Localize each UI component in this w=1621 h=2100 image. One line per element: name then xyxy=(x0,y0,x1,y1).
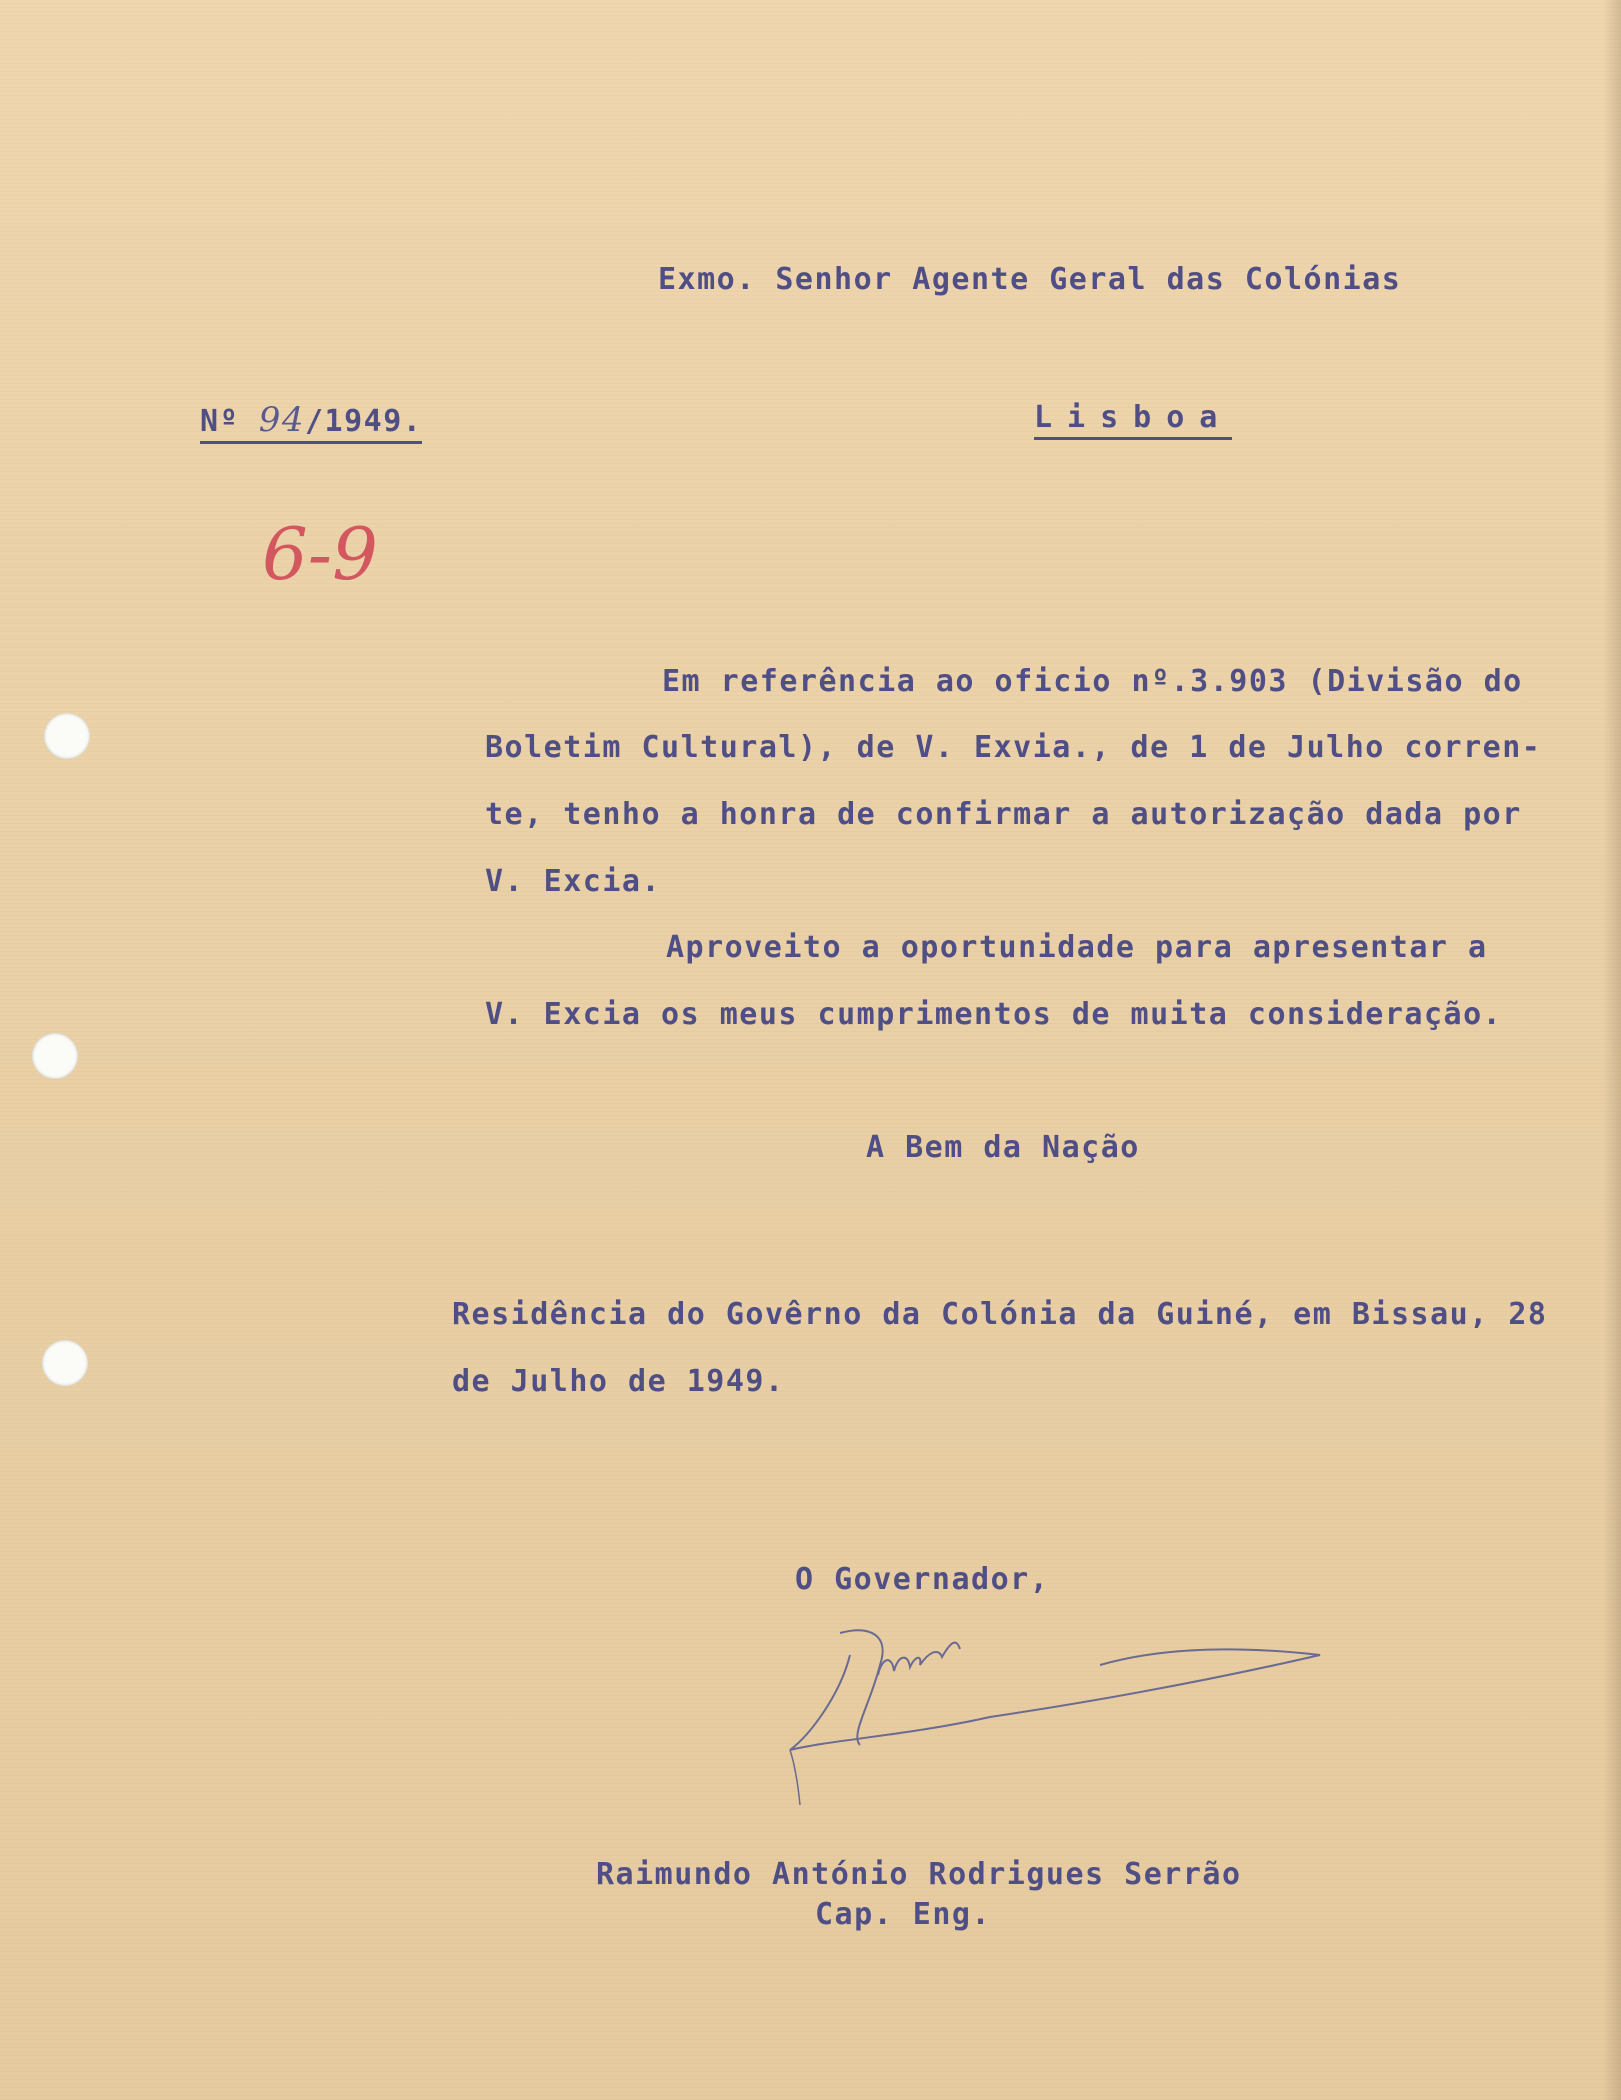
signatory-rank: Cap. Eng. xyxy=(815,1897,992,1932)
place-date-line: Residência do Govêrno da Colónia da Guiné, em Bissau, 28 xyxy=(452,1297,1548,1332)
punch-hole-top xyxy=(44,713,90,759)
red-annotation: 6-9 xyxy=(262,512,378,596)
page-edge-shadow xyxy=(1603,0,1621,2100)
reference-year: /1949. xyxy=(304,404,423,439)
punch-hole-bottom xyxy=(42,1340,88,1386)
place-date-line: de Julho de 1949. xyxy=(452,1364,785,1399)
body-line: Boletim Cultural), de V. Exvia., de 1 de Julho corren- xyxy=(485,730,1542,765)
punch-hole-middle xyxy=(32,1033,78,1079)
closing: A Bem da Nação xyxy=(866,1130,1140,1165)
signatory-title: O Governador, xyxy=(795,1562,1050,1597)
city xyxy=(1034,400,1232,435)
body-line: Em referência ao oficio nº.3.903 (Divisão do xyxy=(662,664,1523,699)
addressee: Exmo. Senhor Agente Geral das Colónias xyxy=(658,262,1402,297)
reference-prefix: Nº xyxy=(200,404,240,439)
reference-handwritten: 94 xyxy=(258,400,305,440)
reference-underlined xyxy=(200,400,423,444)
body-line: Aproveito a oportunidade para apresentar a xyxy=(666,930,1488,965)
signature-image xyxy=(770,1545,1370,1805)
body-line: V. Excia. xyxy=(485,864,662,899)
signatory-name: Raimundo António Rodrigues Serrão xyxy=(596,1857,1242,1892)
reference-number xyxy=(200,400,422,440)
city-label: Lisboa xyxy=(1034,400,1232,440)
body-line: te, tenho a honra de confirmar a autorização dada por xyxy=(485,797,1522,832)
body-line: V. Excia os meus cumprimentos de muita consideração. xyxy=(485,997,1503,1032)
